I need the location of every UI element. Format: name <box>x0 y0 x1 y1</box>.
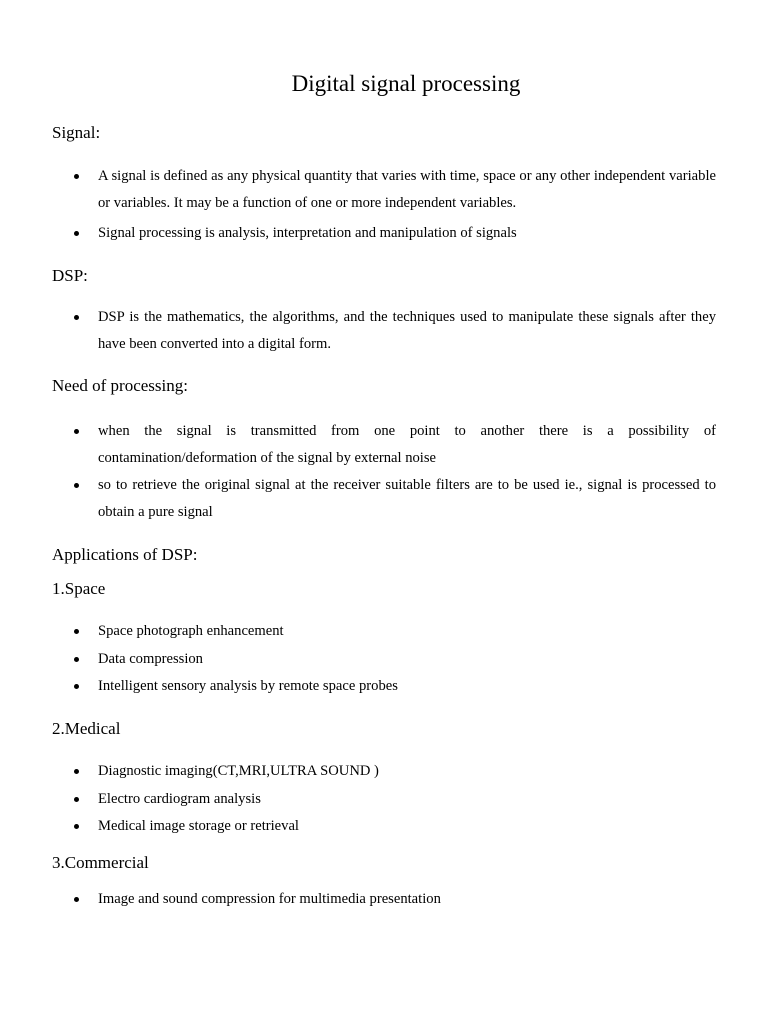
list-item-text: so to retrieve the original signal at the receiver suitable filters are to be used ie., signal is processed to obtain a pure signal <box>98 477 716 520</box>
list-item-text: Medical image storage or retrieval <box>98 818 299 834</box>
bullet-icon <box>74 315 79 320</box>
section-heading-dsp: DSP: <box>52 266 88 285</box>
signal-list <box>52 163 716 247</box>
medical-list <box>52 758 716 841</box>
bullet-icon <box>74 797 79 802</box>
bullet-icon <box>74 483 79 488</box>
bullet-icon <box>74 174 79 179</box>
section-heading-need: Need of processing: <box>52 376 188 395</box>
dsp-list <box>52 304 716 358</box>
list-item-text: Intelligent sensory analysis by remote space probes <box>98 678 398 694</box>
bullet-icon <box>74 629 79 634</box>
list-item-text: A signal is defined as any physical quantity that varies with time, space or any other independent variable or variables. It may be a function of one or more independent variables. <box>98 168 716 211</box>
list-item <box>52 786 716 814</box>
list-item-text: Diagnostic imaging(CT,MRI,ULTRA SOUND ) <box>98 763 379 779</box>
list-item-text: when the signal is transmitted from one point to another there is a possibility of contamination/deformation of the signal by external noise <box>98 423 716 466</box>
document-title: Digital signal processing <box>291 71 521 96</box>
bullet-icon <box>74 769 79 774</box>
list-item <box>52 673 716 701</box>
bullet-icon <box>74 824 79 829</box>
list-item-text: Data compression <box>98 650 203 667</box>
list-item-text: Signal processing is analysis, interpretation and manipulation of signals <box>98 225 517 241</box>
section-heading-signal: Signal: <box>52 123 101 142</box>
list-item-text: DSP is the mathematics, the algorithms, and the techniques used to manipulate these signals after they have been converted into a digital form. <box>98 309 716 352</box>
list-item <box>52 646 716 674</box>
list-item <box>52 618 716 646</box>
section-heading-applications: Applications of DSP: <box>52 545 198 564</box>
bullet-icon <box>74 657 79 662</box>
bullet-icon <box>74 429 79 434</box>
bullet-icon <box>74 684 79 689</box>
list-item <box>52 813 716 841</box>
list-item <box>52 220 716 247</box>
list-item-text: Image and sound compression for multimedia presentation <box>98 891 441 907</box>
list-item <box>52 163 716 217</box>
list-item <box>52 886 716 914</box>
section-heading-medical: 2.Medical <box>52 719 121 738</box>
list-item <box>52 472 716 526</box>
bullet-icon <box>74 897 79 902</box>
list-item-text: Electro cardiogram analysis <box>98 790 261 807</box>
list-item <box>52 758 716 786</box>
need-list <box>52 418 716 526</box>
commercial-list <box>52 886 716 914</box>
section-heading-space: 1.Space <box>52 579 106 598</box>
list-item <box>52 304 716 358</box>
list-item <box>52 418 716 472</box>
section-heading-commercial: 3.Commercial <box>52 853 149 872</box>
list-item-text: Space photograph enhancement <box>98 623 284 639</box>
space-list <box>52 618 716 701</box>
bullet-icon <box>74 231 79 236</box>
